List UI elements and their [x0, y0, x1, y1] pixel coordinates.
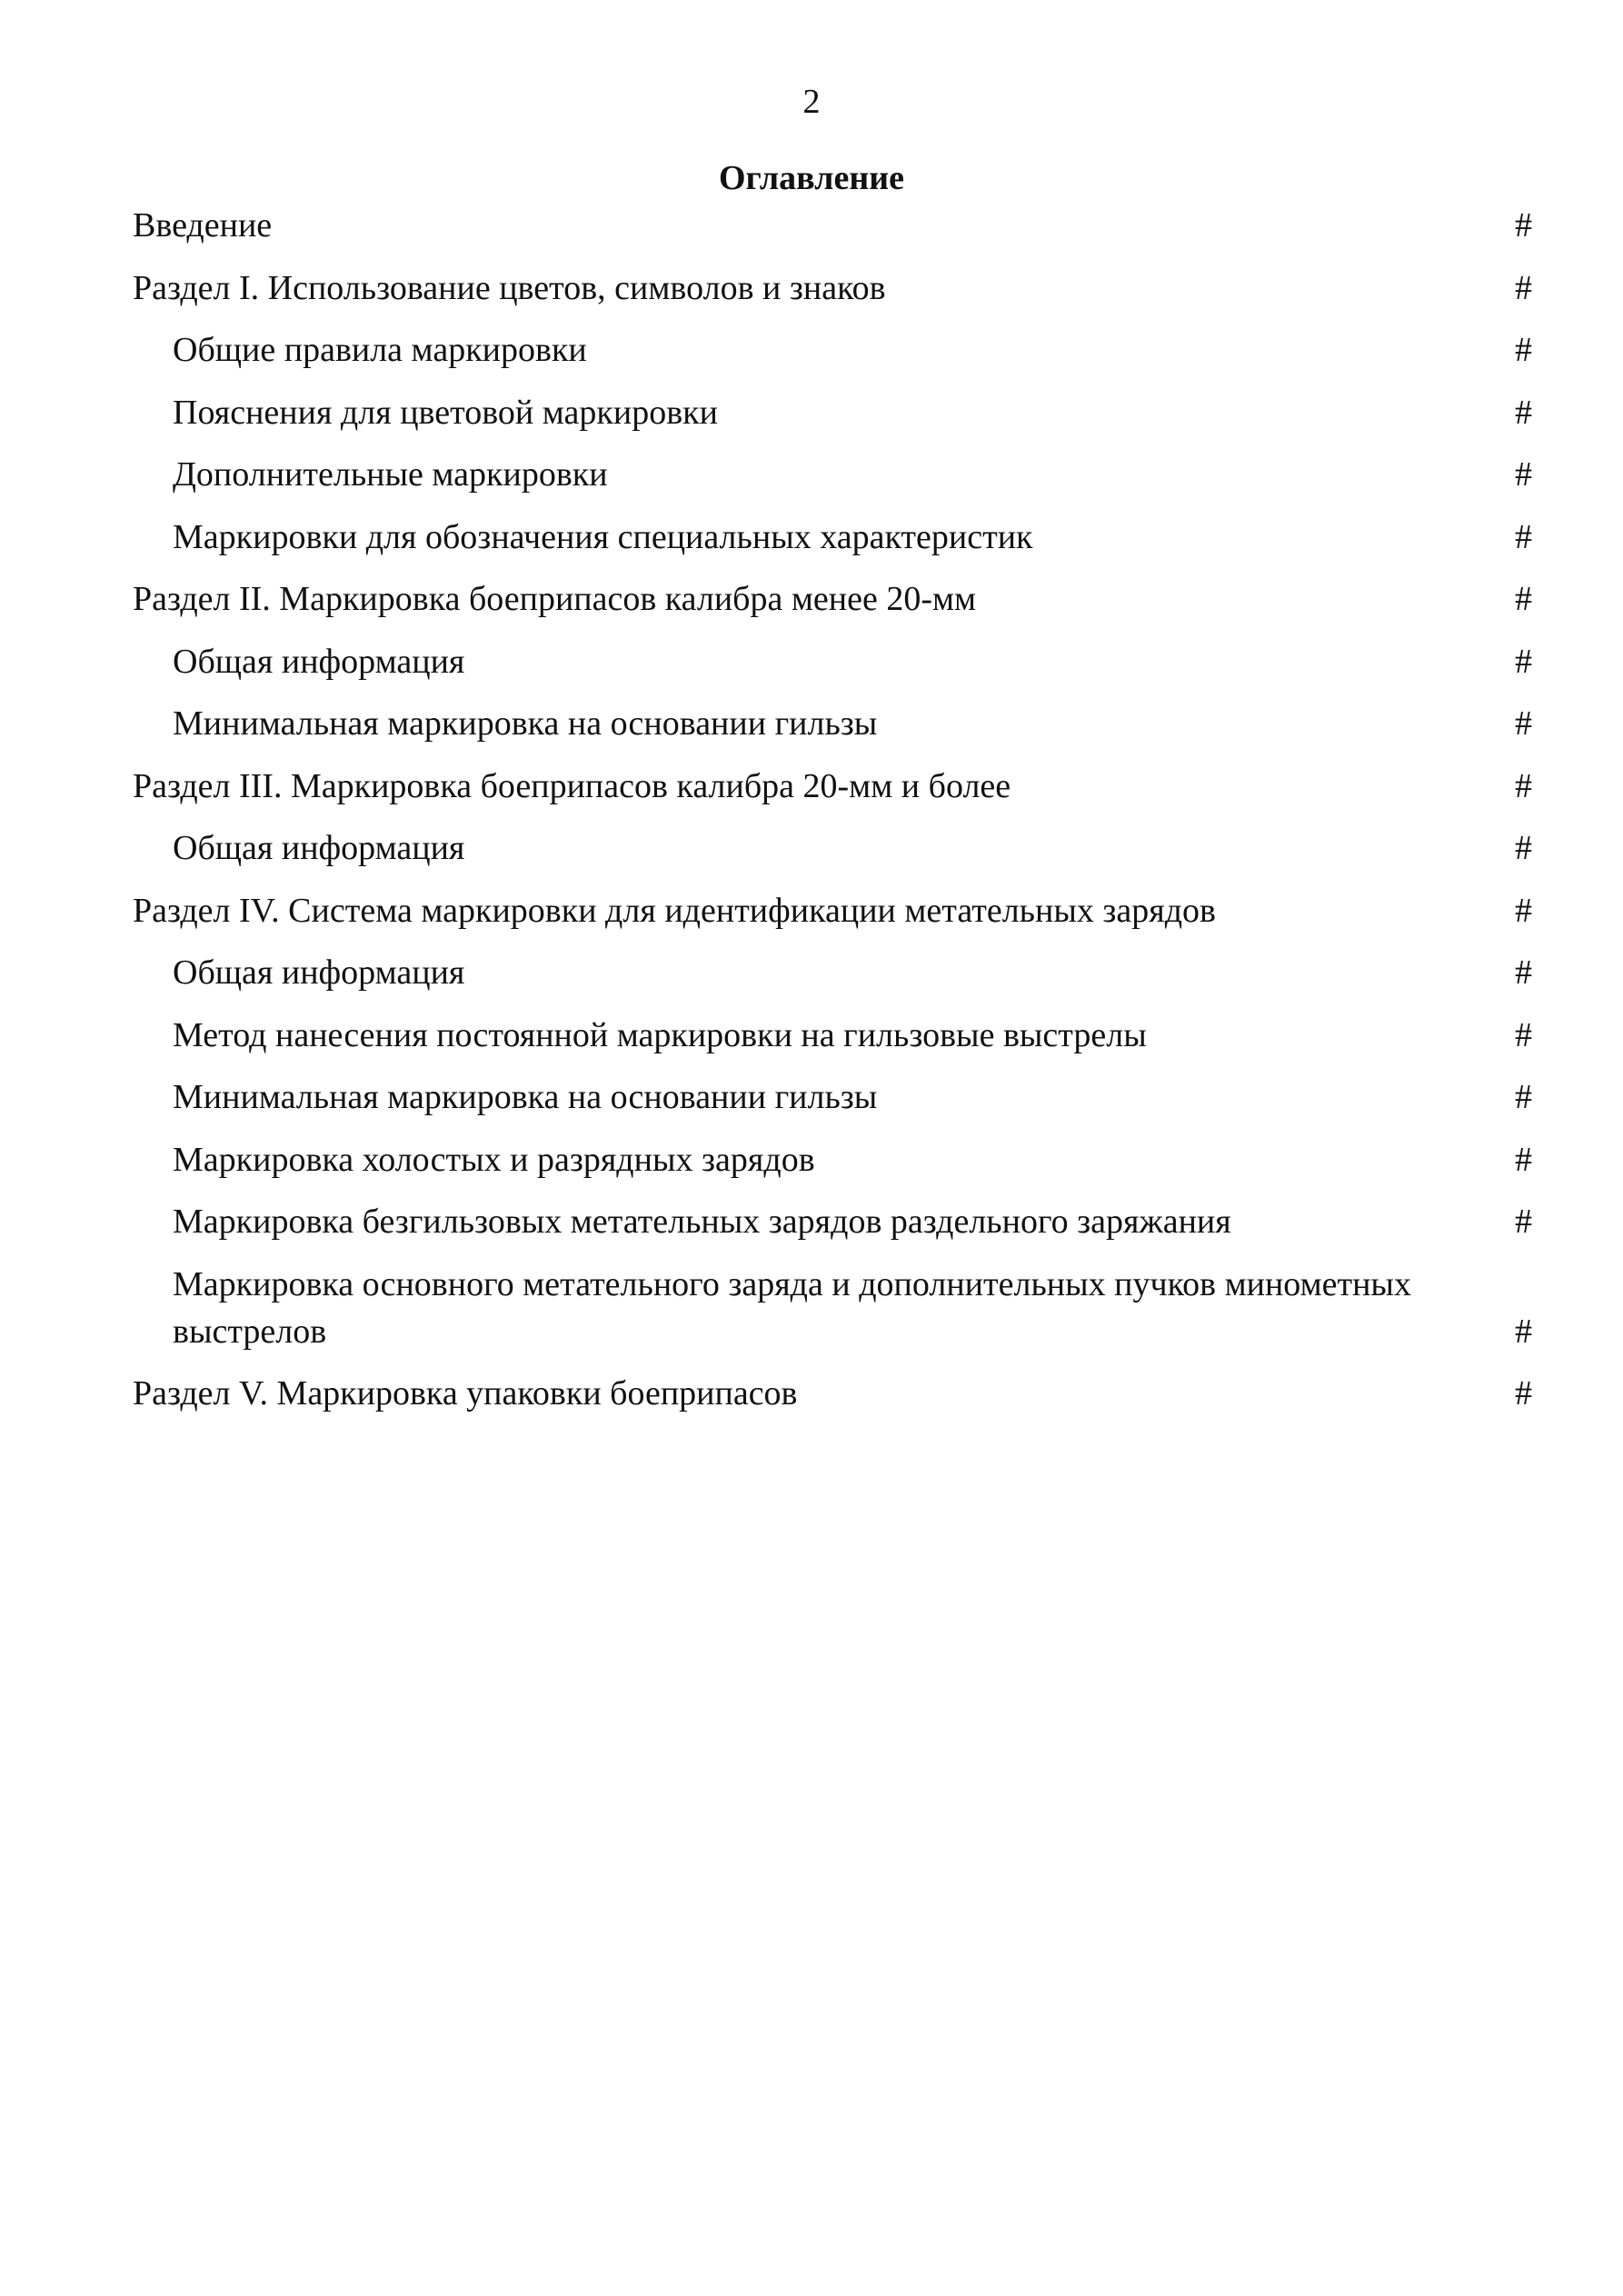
- toc-entry-title: Маркировка безгильзовых метательных зарядов раздельного заряжания: [173, 1203, 1231, 1241]
- toc-entry[interactable]: [133, 949, 1532, 996]
- toc-entry-page-number: #: [1515, 455, 1532, 494]
- toc-entry[interactable]: [133, 638, 1532, 685]
- toc-entry[interactable]: [133, 1012, 1532, 1059]
- toc-entry-title: Минимальная маркировка на основании гильзы: [173, 1078, 878, 1116]
- toc-entry-page-number: #: [1515, 1374, 1532, 1413]
- toc-entry-title: Дополнительные маркировки: [173, 455, 608, 494]
- toc-entry-title: Маркировка основного метательного заряда и дополнительных пучков минометных выстрелов: [173, 1264, 1411, 1351]
- toc-entry-page-number: #: [1515, 580, 1532, 618]
- toc-entry[interactable]: [133, 1261, 1532, 1355]
- toc-entry-page-number: #: [1515, 1312, 1532, 1351]
- toc-entry-page-number: #: [1515, 1140, 1532, 1179]
- toc-entry[interactable]: [133, 1198, 1532, 1245]
- toc-entry[interactable]: [133, 1136, 1532, 1183]
- toc-entry-page-number: #: [1515, 704, 1532, 743]
- page-number: 2: [802, 83, 821, 121]
- toc-title: Оглавление: [718, 159, 905, 197]
- table-of-contents: [133, 202, 1532, 1433]
- toc-entry[interactable]: [133, 763, 1532, 810]
- toc-entry-title: Раздел I. Использование цветов, символов и знаков: [133, 268, 886, 307]
- toc-entry[interactable]: [133, 326, 1532, 374]
- toc-entry-page-number: #: [1515, 1015, 1532, 1054]
- toc-entry[interactable]: [133, 1073, 1532, 1121]
- toc-entry[interactable]: [133, 202, 1532, 249]
- toc-entry-page-number: #: [1515, 642, 1532, 681]
- toc-entry[interactable]: [133, 1370, 1532, 1417]
- toc-entry-page-number: #: [1515, 331, 1532, 369]
- toc-entry-title: Введение: [133, 206, 273, 245]
- toc-entry-page-number: #: [1515, 1078, 1532, 1116]
- toc-entry-page-number: #: [1515, 766, 1532, 805]
- toc-entry[interactable]: [133, 265, 1532, 312]
- toc-entry-page-number: #: [1515, 517, 1532, 556]
- toc-entry[interactable]: [133, 824, 1532, 872]
- toc-entry[interactable]: [133, 514, 1532, 561]
- toc-entry-title: Минимальная маркировка на основании гильзы: [173, 704, 878, 743]
- toc-entry-page-number: #: [1515, 393, 1532, 432]
- toc-entry-title: Метод нанесения постоянной маркировки на гильзовые выстрелы: [173, 1015, 1147, 1054]
- toc-entry-page-number: #: [1515, 206, 1532, 245]
- toc-entry-title: Раздел III. Маркировка боеприпасов калибра 20-мм и более: [133, 766, 1011, 805]
- toc-entry-title: Общая информация: [173, 829, 465, 867]
- toc-entry-page-number: #: [1515, 891, 1532, 930]
- toc-entry[interactable]: [133, 700, 1532, 747]
- toc-entry[interactable]: [133, 575, 1532, 623]
- toc-entry-title: Общая информация: [173, 953, 465, 992]
- toc-entry-title: Раздел V. Маркировка упаковки боеприпасов: [133, 1374, 798, 1413]
- toc-entry-title: Общие правила маркировки: [173, 331, 587, 369]
- toc-entry-page-number: #: [1515, 829, 1532, 867]
- toc-entry-page-number: #: [1515, 953, 1532, 992]
- toc-entry[interactable]: [133, 887, 1532, 934]
- toc-entry-page-number: #: [1515, 268, 1532, 307]
- toc-entry-title: Раздел IV. Система маркировки для идентификации метательных зарядов: [133, 891, 1216, 930]
- toc-entry[interactable]: [133, 451, 1532, 498]
- toc-entry-title: Маркировки для обозначения специальных характеристик: [173, 517, 1033, 556]
- toc-entry[interactable]: [133, 389, 1532, 436]
- toc-entry-page-number: #: [1515, 1203, 1532, 1241]
- toc-entry-title: Маркировка холостых и разрядных зарядов: [173, 1140, 815, 1179]
- toc-entry-title: Пояснения для цветовой маркировки: [173, 393, 718, 432]
- toc-entry-title: Раздел II. Маркировка боеприпасов калибра менее 20-мм: [133, 580, 977, 618]
- toc-entry-title: Общая информация: [173, 642, 465, 681]
